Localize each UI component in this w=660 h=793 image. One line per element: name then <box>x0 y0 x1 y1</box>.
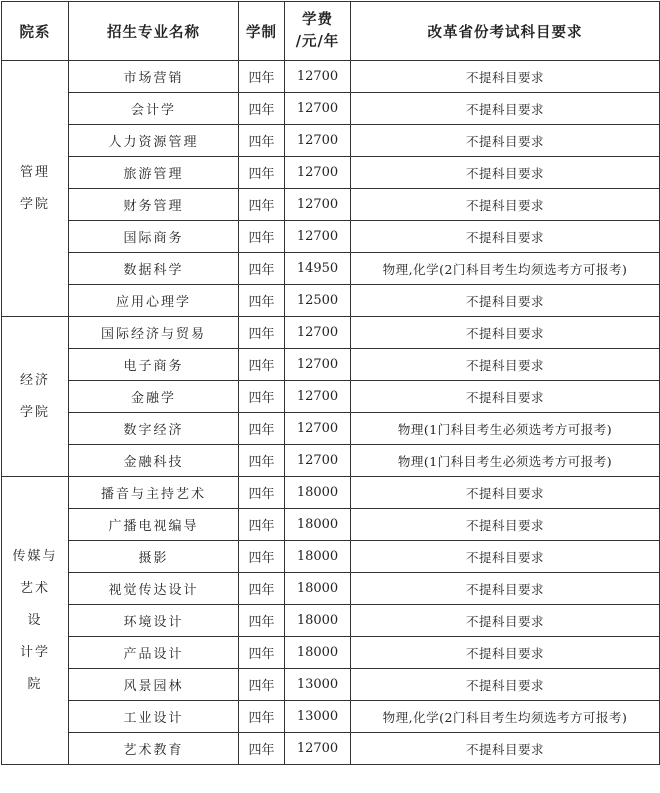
header-fee-line1: 学费 <box>302 11 333 28</box>
table-row <box>2 541 660 573</box>
table-row <box>2 253 660 285</box>
fee-cell: 14950 <box>285 253 351 285</box>
college-name-line: 管理 <box>19 164 50 180</box>
requirement-cell: 物理,化学(2门科目考生均须选考方可报考) <box>351 701 660 733</box>
college-name-line: 学院 <box>19 196 50 212</box>
table-row <box>2 701 660 733</box>
major-cell: 金融科技 <box>69 445 239 477</box>
requirement-cell: 不提科目要求 <box>351 669 660 701</box>
requirement-cell: 不提科目要求 <box>351 61 660 93</box>
table-row <box>2 349 660 381</box>
duration-cell: 四年 <box>239 573 285 605</box>
fee-cell: 12700 <box>285 381 351 413</box>
table-row <box>2 637 660 669</box>
duration-cell: 四年 <box>239 637 285 669</box>
header-duration: 学制 <box>239 2 285 61</box>
requirement-cell: 不提科目要求 <box>351 541 660 573</box>
fee-cell: 18000 <box>285 637 351 669</box>
major-cell: 艺术教育 <box>69 733 239 765</box>
table-row <box>2 509 660 541</box>
fee-cell: 18000 <box>285 605 351 637</box>
requirement-cell: 不提科目要求 <box>351 573 660 605</box>
table-row <box>2 93 660 125</box>
table-row <box>2 189 660 221</box>
college-name-line: 艺术 <box>19 580 50 596</box>
major-cell: 视觉传达设计 <box>69 573 239 605</box>
major-cell: 人力资源管理 <box>69 125 239 157</box>
fee-cell: 12700 <box>285 157 351 189</box>
header-major: 招生专业名称 <box>69 2 239 61</box>
requirement-cell: 不提科目要求 <box>351 381 660 413</box>
admissions-table <box>1 1 660 765</box>
fee-cell: 12500 <box>285 285 351 317</box>
college-name-cell <box>2 61 69 317</box>
duration-cell: 四年 <box>239 733 285 765</box>
duration-cell: 四年 <box>239 349 285 381</box>
table-row <box>2 605 660 637</box>
fee-cell: 12700 <box>285 125 351 157</box>
duration-cell: 四年 <box>239 701 285 733</box>
college-name-line: 经济 <box>19 372 50 388</box>
college-name-cell <box>2 317 69 477</box>
major-cell: 旅游管理 <box>69 157 239 189</box>
table-row <box>2 61 660 93</box>
college-name-cell <box>2 477 69 765</box>
duration-cell: 四年 <box>239 541 285 573</box>
fee-cell: 18000 <box>285 573 351 605</box>
fee-cell: 12700 <box>285 413 351 445</box>
requirement-cell: 不提科目要求 <box>351 221 660 253</box>
fee-cell: 18000 <box>285 541 351 573</box>
duration-cell: 四年 <box>239 93 285 125</box>
major-cell: 产品设计 <box>69 637 239 669</box>
header-fee <box>285 2 351 61</box>
major-cell: 广播电视编导 <box>69 509 239 541</box>
major-cell: 应用心理学 <box>69 285 239 317</box>
fee-cell: 13000 <box>285 701 351 733</box>
table-row <box>2 669 660 701</box>
requirement-cell: 物理,化学(2门科目考生均须选考方可报考) <box>351 253 660 285</box>
table-row <box>2 221 660 253</box>
duration-cell: 四年 <box>239 253 285 285</box>
header-requirement: 改革省份考试科目要求 <box>351 2 660 61</box>
duration-cell: 四年 <box>239 669 285 701</box>
major-cell: 财务管理 <box>69 189 239 221</box>
college-name-line: 院 <box>27 676 43 692</box>
major-cell: 会计学 <box>69 93 239 125</box>
major-cell: 国际商务 <box>69 221 239 253</box>
table-row <box>2 157 660 189</box>
requirement-cell: 不提科目要求 <box>351 477 660 509</box>
fee-cell: 12700 <box>285 445 351 477</box>
duration-cell: 四年 <box>239 189 285 221</box>
requirement-cell: 不提科目要求 <box>351 637 660 669</box>
fee-cell: 18000 <box>285 509 351 541</box>
requirement-cell: 不提科目要求 <box>351 509 660 541</box>
duration-cell: 四年 <box>239 445 285 477</box>
table-row <box>2 413 660 445</box>
duration-cell: 四年 <box>239 157 285 189</box>
requirement-cell: 不提科目要求 <box>351 125 660 157</box>
header-fee-line2: /元/年 <box>295 33 340 50</box>
fee-cell: 12700 <box>285 221 351 253</box>
major-cell: 环境设计 <box>69 605 239 637</box>
major-cell: 数据科学 <box>69 253 239 285</box>
fee-cell: 12700 <box>285 317 351 349</box>
fee-cell: 18000 <box>285 477 351 509</box>
duration-cell: 四年 <box>239 509 285 541</box>
fee-cell: 12700 <box>285 733 351 765</box>
college-name-line: 传媒与 <box>12 548 58 564</box>
major-cell: 市场营销 <box>69 61 239 93</box>
duration-cell: 四年 <box>239 477 285 509</box>
major-cell: 金融学 <box>69 381 239 413</box>
requirement-cell: 不提科目要求 <box>351 93 660 125</box>
requirement-cell: 物理(1门科目考生必须选考方可报考) <box>351 445 660 477</box>
duration-cell: 四年 <box>239 125 285 157</box>
table-row <box>2 317 660 349</box>
fee-cell: 13000 <box>285 669 351 701</box>
requirement-cell: 不提科目要求 <box>351 285 660 317</box>
requirement-cell: 不提科目要求 <box>351 733 660 765</box>
college-name-line: 计学 <box>19 644 50 660</box>
table-row <box>2 477 660 509</box>
fee-cell: 12700 <box>285 349 351 381</box>
requirement-cell: 不提科目要求 <box>351 317 660 349</box>
table-row <box>2 573 660 605</box>
duration-cell: 四年 <box>239 381 285 413</box>
duration-cell: 四年 <box>239 221 285 253</box>
major-cell: 数字经济 <box>69 413 239 445</box>
requirement-cell: 不提科目要求 <box>351 605 660 637</box>
table-row <box>2 381 660 413</box>
requirement-cell: 物理(1门科目考生必须选考方可报考) <box>351 413 660 445</box>
table-row <box>2 125 660 157</box>
major-cell: 国际经济与贸易 <box>69 317 239 349</box>
fee-cell: 12700 <box>285 93 351 125</box>
fee-cell: 12700 <box>285 189 351 221</box>
duration-cell: 四年 <box>239 413 285 445</box>
major-cell: 工业设计 <box>69 701 239 733</box>
table-row <box>2 285 660 317</box>
major-cell: 风景园林 <box>69 669 239 701</box>
duration-cell: 四年 <box>239 317 285 349</box>
requirement-cell: 不提科目要求 <box>351 157 660 189</box>
college-name-line: 学院 <box>19 404 50 420</box>
duration-cell: 四年 <box>239 605 285 637</box>
duration-cell: 四年 <box>239 61 285 93</box>
duration-cell: 四年 <box>239 285 285 317</box>
college-name-line: 设 <box>27 612 43 628</box>
major-cell: 摄影 <box>69 541 239 573</box>
major-cell: 电子商务 <box>69 349 239 381</box>
requirement-cell: 不提科目要求 <box>351 189 660 221</box>
table-row <box>2 733 660 765</box>
major-cell: 播音与主持艺术 <box>69 477 239 509</box>
table-body <box>2 61 660 765</box>
requirement-cell: 不提科目要求 <box>351 349 660 381</box>
header-college: 院系 <box>2 2 69 61</box>
header-row <box>2 2 660 61</box>
table-row <box>2 445 660 477</box>
fee-cell: 12700 <box>285 61 351 93</box>
